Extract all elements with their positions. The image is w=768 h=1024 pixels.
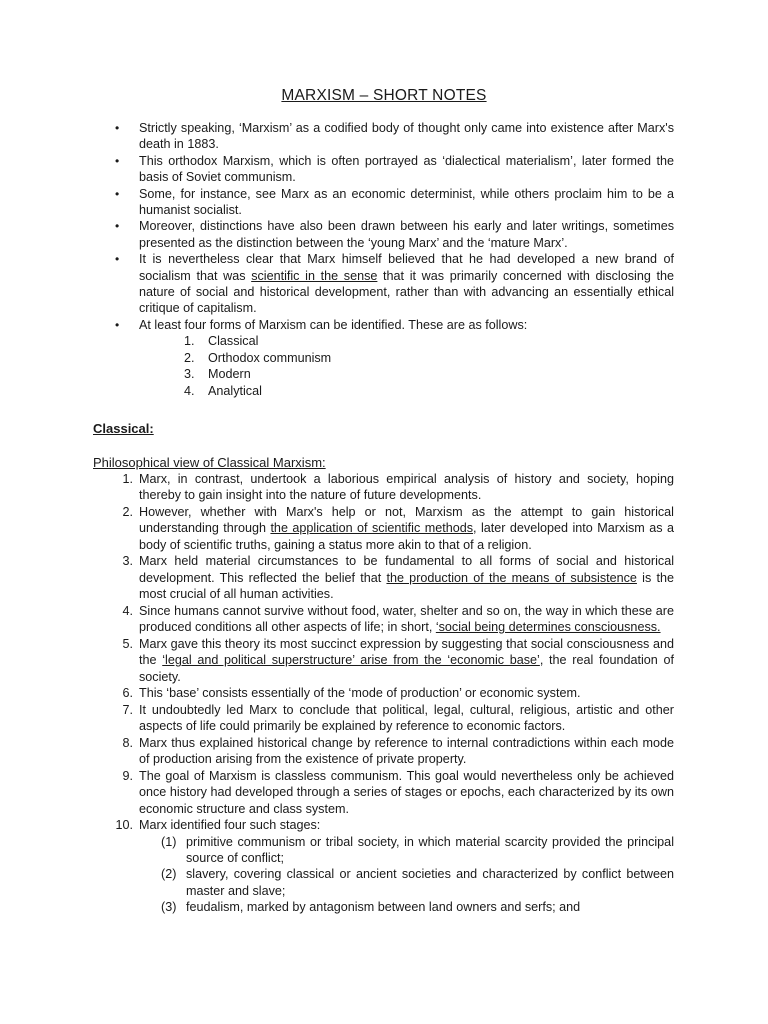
bullet-icon: • [115,317,120,332]
list-item: 1. Classical [184,334,259,349]
underlined-phrase: ‘social being determines consciousness. [435,620,661,635]
underlined-phrase: scientific in the sense [251,268,378,283]
bullet-icon: • [115,252,120,267]
bullet-icon: • [115,153,120,168]
list-item: 5. Marx gave this theory its most succinct expression by suggesting that social consciousness and the ‘legal and political superstructure’ arise from the ‘economic base’, the real foundation of society. [122,636,674,684]
list-item: • At least four forms of Marxism can be identified. These are as follows: 1. Classical 2. Orthodox communism 3. Modern 4. Analytical [139,317,674,399]
underlined-phrase: the production of the means of subsistence [386,570,637,585]
list-item: 9. The goal of Marxism is classless communism. This goal would nevertheless only be achieved once history had developed through a series of stages or epochs, each characterized by its own economic structure and class system. [122,768,674,816]
list-item: 1. Marx, in contrast, undertook a laborious empirical analysis of history and society, hoping thereby to gain insight into the nature of future developments. [122,472,674,503]
list-item: 4. Since humans cannot survive without food, water, shelter and so on, the way in which these are produced conditions all other aspects of life; in short, ‘social being determines consciousness. [122,603,674,635]
list-item: 7. It undoubtedly led Marx to conclude that political, legal, cultural, religious, artistic and other aspects of life could primarily be explained by reference to economic factors. [122,702,674,734]
list-item: • This orthodox Marxism, which is often portrayed as ‘dialectical materialism’, later formed the basis of Soviet communism. [115,153,674,185]
list-item: 3. Modern [184,367,251,382]
list-item: 2. However, whether with Marx's help or not, Marxism as the attempt to gain historical understanding through the application of scientific methods, later developed into Marxism as a body of scientific truths, gaining a status more akin to that of a religion. [122,505,674,552]
historical-stages-list [139,834,674,916]
list-item: 10. Marx identified four such stages: (1) primitive communism or tribal society, in which material scarcity provided the principal source of conflict; (2) slavery, covering classical or ancient societies and characterized by conflict between master and slave; (3) feudalism, marked by antagonism between land owners and serfs; and [115,818,674,915]
page-title: MARXISM – SHORT NOTES [281,87,487,104]
list-item: • Some, for instance, see Marx as an economic determinist, while others proclaim him to be a humanist socialist. [115,186,674,218]
bullet-icon: • [115,121,120,135]
classical-points-list [115,471,674,916]
list-item: • Moreover, distinctions have also been drawn between his early and later writings, sometimes presented as the distinction between the ‘young Marx’ and the ‘mature Marx’. [115,219,674,250]
underlined-phrase: the application of scientific methods [270,521,474,536]
bullet-icon: • [115,186,120,201]
list-item: 8. Marx thus explained historical change by reference to internal contradictions within each mode of production arising from the existence of private property. [122,735,674,767]
section-heading: Classical: [93,421,154,436]
list-item: • Strictly speaking, ‘Marxism’ as a codified body of thought only came into existence after Marx's death in 1883. [115,121,674,152]
subheading: Philosophical view of Classical Marxism: [93,455,326,470]
list-item: (1) primitive communism or tribal society, in which material scarcity provided the principal source of conflict; [161,834,674,866]
bullet-icon: • [115,219,120,234]
list-item: 6. This ‘base’ consists essentially of the ‘mode of production’ or economic system. [122,686,581,701]
intro-bullet-list [115,120,674,399]
list-item: 4. Analytical [184,383,262,398]
underlined-phrase: ‘legal and political superstructure’ arise from the ‘economic base’ [162,653,540,668]
marxism-forms-list [139,333,674,399]
list-item: 3. Marx held material circumstances to be fundamental to all forms of social and historical development. This reflected the belief that the production of the means of subsistence is the most crucial of all human activities. [122,554,674,602]
list-item: • It is nevertheless clear that Marx himself believed that he had developed a new brand of socialism that was scientific in the sense that it was primarily concerned with disclosing the nature of social and historical development, rather than with advancing an essentially ethical critique of capitalism. [115,252,674,316]
list-item: (2) slavery, covering classical or ancient societies and characterized by conflict between master and slave; [161,867,674,898]
list-item: (3) feudalism, marked by antagonism between land owners and serfs; and [161,900,581,915]
list-item: 2. Orthodox communism [184,350,332,365]
